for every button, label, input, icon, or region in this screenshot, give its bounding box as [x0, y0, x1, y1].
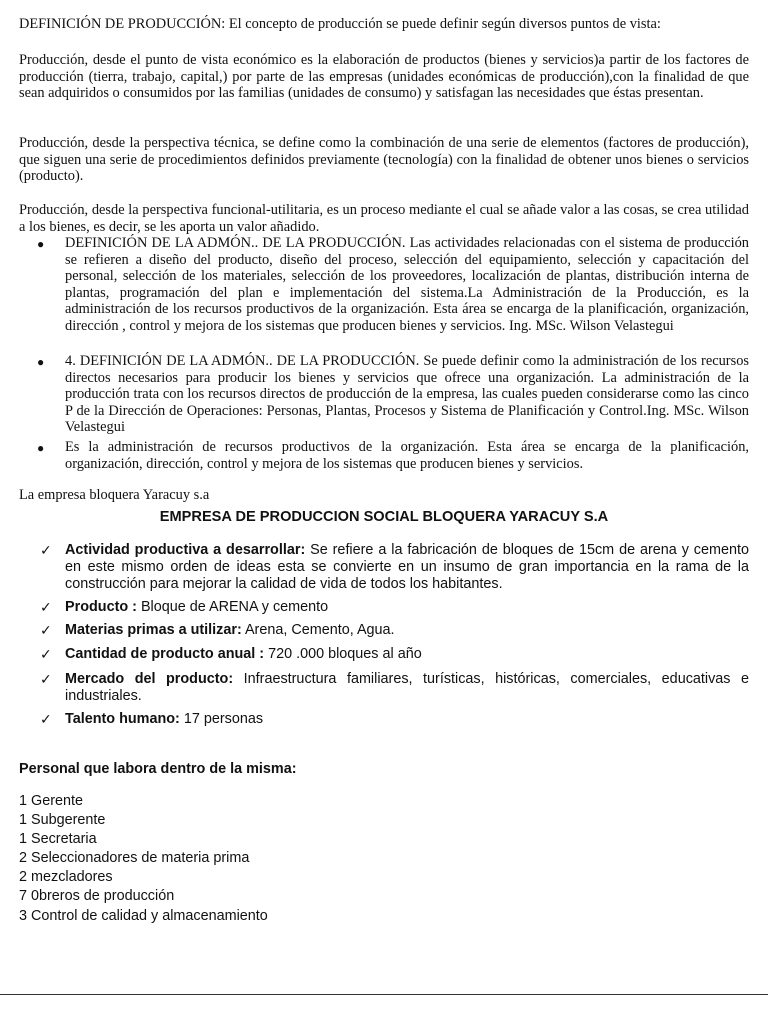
checkmark-icon: ✓ [40, 711, 52, 727]
staff-list [19, 793, 268, 927]
staff-item: 7 0breros de producción [19, 888, 175, 905]
detail-text: Bloque de ARENA y cemento [136, 599, 329, 615]
checkmark-icon: ✓ [40, 599, 52, 615]
detail-activity [19, 542, 749, 599]
page-bottom-divider [0, 994, 768, 995]
staff-item: 3 Control de calidad y almacenamiento [19, 907, 268, 924]
staff-item: 1 Subgerente [19, 812, 106, 829]
staff-item: 1 Gerente [19, 793, 83, 809]
staff-item: 2 Seleccionadores de materia prima [19, 850, 250, 867]
checkmark-icon: ✓ [40, 542, 52, 558]
detail-text: Se refiere a la fabricación de bloques de 15cm de arena y cemento en este mismo orden de ideas esta se convierte en un insumo de gran importancia en la rama de la construcción para mejorar la calidad de vida de todos los habitantes. [65, 542, 749, 592]
detail-label: Materias primas a utilizar: [65, 622, 242, 638]
checkmark-icon: ✓ [40, 671, 52, 687]
bullet-list [19, 235, 749, 472]
checkmark-icon: ✓ [40, 622, 52, 638]
definition-heading-paragraph: DEFINICIÓN DE PRODUCCIÓN: El concepto de producción se puede definir según diversos puntos de vista: [19, 16, 661, 32]
detail-label: Producto : [65, 599, 137, 615]
detail-product [19, 599, 749, 622]
functional-definition-paragraph: Producción, desde la perspectiva funcional-utilitaria, es un proceso mediante el cual se añade valor a las cosas, se crea utilidad a los bienes, es decir, se les aporta un valor añadido. [19, 202, 749, 235]
bullet-dot-icon: ● [37, 441, 45, 455]
economic-definition-paragraph: Producción, desde el punto de vista económico es la elaboración de productos (bienes y servicios)a partir de los factores de producción (tierra, trabajo, capital,) por parte de las empresas (unidades económicas de producción),con la finalidad de que sean adquiridos o consumidos por las familias (unidades de consumo) y satisfagan las necesidades que éstas presentan. [19, 52, 749, 102]
detail-text: 720 .000 bloques al año [264, 646, 422, 662]
bullet-item: ● Es la administración de recursos productivos de la organización. Esta área se encarga de la planificación, organización, dirección, control y mejora de los sistemas que producen bienes y servicios. [37, 439, 749, 472]
bullet-dot-icon: ● [37, 355, 45, 369]
detail-raw-materials [19, 622, 749, 646]
company-line: La empresa bloquera Yaracuy s.a [19, 487, 210, 503]
detail-market [19, 671, 749, 711]
detail-label: Cantidad de producto anual : [65, 646, 265, 662]
checkmark-icon: ✓ [40, 646, 52, 662]
bullet-item: ● 4. DEFINICIÓN DE LA ADMÓN.. DE LA PRODUCCIÓN. Se puede definir como la administración de los recursos directos necesarios para producir los bienes y servicios que ofrece una organización. La administración de la producción trata con los recursos directos de producción de la empresa, las cuales pueden considerarse como las cinco P de la Dirección de Operaciones: Personas, Plantas, Procesos y Sistema de Planificación y Control.Ing. MSc. Wilson Velastegui [37, 353, 749, 436]
detail-label: Actividad productiva a desarrollar: [65, 542, 306, 558]
company-title: EMPRESA DE PRODUCCION SOCIAL BLOQUERA YARACUY S.A [159, 509, 609, 525]
bullet-dot-icon: ● [37, 237, 45, 251]
detail-human-talent [19, 711, 749, 728]
staff-item: 1 Secretaria [19, 831, 97, 848]
detail-text: Infraestructura familiares, turísticas, históricas, comerciales, educativas e industriales. [65, 671, 749, 704]
detail-text: 17 personas [179, 711, 264, 727]
staff-heading: Personal que labora dentro de la misma: [19, 761, 297, 777]
company-details-list [19, 542, 749, 728]
detail-annual-quantity [19, 646, 749, 671]
staff-item: 2 mezcladores [19, 869, 113, 886]
detail-label: Talento humano: [65, 711, 180, 727]
technical-definition-paragraph: Producción, desde la perspectiva técnica, se define como la combinación de una serie de elementos (factores de producción), que siguen una serie de procedimientos definidos previamente (tecnología) con la finalidad de obtener unos bienes o servicios (producto). [19, 135, 749, 185]
bullet-item: ● DEFINICIÓN DE LA ADMÓN.. DE LA PRODUCCIÓN. Las actividades relacionadas con el sistema de producción se refieren a diseño del producto, diseño del proceso, selección del equipamiento, selección y capacitación del personal, selección de los materiales, selección de los proveedores, localización de plantas, distribución interna de plantas, programación del plan e implementación del sistema.La Administración de la Producción, es la administración de los recursos productivos de la organización. Esta área se encarga de la planificación, organización, dirección , control y mejora de los sistemas que producen bienes y servicios. Ing. MSc. Wilson Velastegui [37, 235, 749, 334]
detail-text: Arena, Cemento, Agua. [241, 622, 395, 638]
detail-label: Mercado del producto: [65, 671, 234, 687]
